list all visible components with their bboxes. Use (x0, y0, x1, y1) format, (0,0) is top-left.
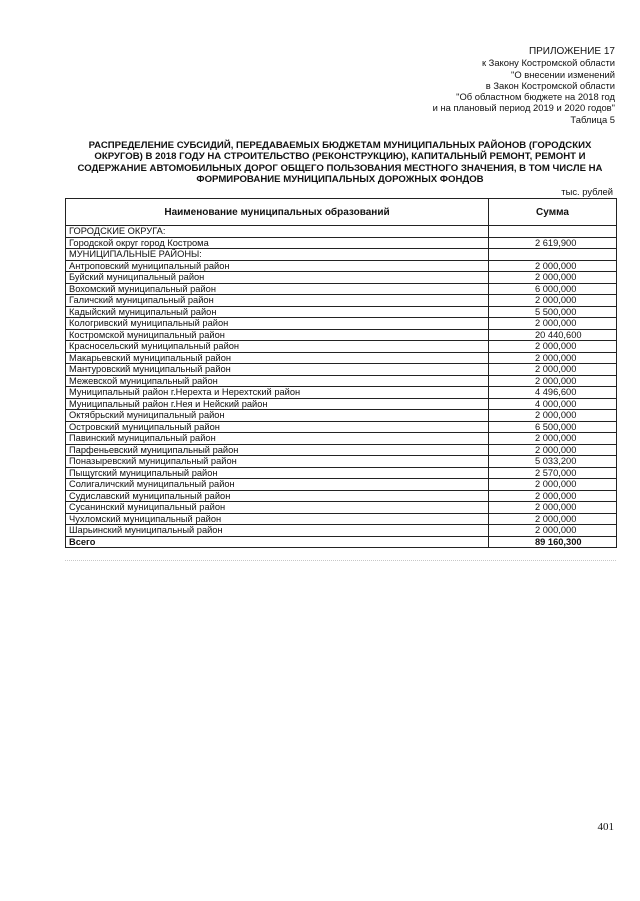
subsidy-amount: 2 570,000 (489, 467, 617, 479)
table-row (66, 272, 617, 284)
table-header-row (66, 199, 617, 226)
table-row (66, 513, 617, 525)
municipality-name: Сусанинский муниципальный район (66, 502, 489, 514)
subsidy-amount: 2 000,000 (489, 295, 617, 307)
appendix-law-line: и на плановый период 2019 и 2020 годов" (432, 102, 615, 114)
municipality-name: ГОРОДСКИЕ ОКРУГА: (66, 226, 489, 238)
municipality-name: Поназыревский муниципальный район (66, 456, 489, 468)
municipality-name: Чухломский муниципальный район (66, 513, 489, 525)
municipality-name: Шарьинский муниципальный район (66, 525, 489, 537)
table-row (66, 410, 617, 422)
subsidy-amount: 2 000,000 (489, 433, 617, 445)
table-row (66, 237, 617, 249)
table-row (66, 364, 617, 376)
title-line: ОКРУГОВ) В 2018 ГОДУ НА СТРОИТЕЛЬСТВО (РЕКОНСТРУКЦИЮ), КАПИТАЛЬНЫЙ РЕМОНТ, РЕМОНТ И (94, 151, 586, 163)
table-row (66, 398, 617, 410)
subsidy-amount: 6 500,000 (489, 421, 617, 433)
table-section-row (66, 249, 617, 261)
title-line: СОДЕРЖАНИЕ АВТОМОБИЛЬНЫХ ДОРОГ ОБЩЕГО ПОЛЬЗОВАНИЯ МЕСТНОГО ЗНАЧЕНИЯ, В ТОМ ЧИСЛЕ НА (77, 162, 603, 174)
column-header-name: Наименование муниципальных образований (66, 199, 489, 226)
table-row (66, 479, 617, 491)
municipality-name: Буйский муниципальный район (66, 272, 489, 284)
municipality-name: Мантуровский муниципальный район (66, 364, 489, 376)
table-row (66, 306, 617, 318)
municipality-name: Межевской муниципальный район (66, 375, 489, 387)
subsidy-amount (489, 249, 617, 261)
appendix-law-line: к Закону Костромской области (481, 57, 615, 69)
footer-divider (65, 560, 616, 561)
subsidy-amount: 2 000,000 (489, 513, 617, 525)
subsidy-amount: 20 440,600 (489, 329, 617, 341)
municipality-name: Красносельский муниципальный район (66, 341, 489, 353)
table-row (66, 329, 617, 341)
appendix-header (433, 46, 615, 125)
municipality-name: Галичский муниципальный район (66, 295, 489, 307)
subsidy-amount: 2 000,000 (489, 490, 617, 502)
table-total-row (66, 536, 617, 548)
municipality-name: Антроповский муниципальный район (66, 260, 489, 272)
municipality-name: Павинский муниципальный район (66, 433, 489, 445)
subsidy-amount: 6 000,000 (489, 283, 617, 295)
subsidy-amount: 4 000,000 (489, 398, 617, 410)
municipality-name: Кадыйский муниципальный район (66, 306, 489, 318)
title-line: РАСПРЕДЕЛЕНИЕ СУБСИДИЙ, ПЕРЕДАВАЕМЫХ БЮДЖЕТАМ МУНИЦИПАЛЬНЫХ РАЙОНОВ (ГОРОДСКИХ (88, 140, 592, 151)
subsidy-amount: 5 500,000 (489, 306, 617, 318)
municipality-name: Муниципальный район г.Нерехта и Нерехтский район (66, 387, 489, 399)
table-section-row (66, 226, 617, 238)
units-label: тыс. рублей (561, 186, 613, 197)
subsidy-amount: 2 000,000 (489, 410, 617, 422)
subsidy-amount: 2 000,000 (489, 444, 617, 456)
table-row (66, 525, 617, 537)
municipality-name: Макарьевский муниципальный район (66, 352, 489, 364)
subsidy-amount: 2 619,900 (489, 237, 617, 249)
table-body (66, 226, 617, 548)
subsidy-amount: 2 000,000 (489, 375, 617, 387)
title-line: ФОРМИРОВАНИЕ МУНИЦИПАЛЬНЫХ ДОРОЖНЫХ ФОНДОВ (196, 174, 484, 186)
municipality-name: Судиславский муниципальный район (66, 490, 489, 502)
table-number: Таблица 5 (570, 113, 615, 125)
municipality-name: Вохомский муниципальный район (66, 283, 489, 295)
subsidy-amount: 2 000,000 (489, 260, 617, 272)
table-row (66, 341, 617, 353)
document-title (64, 140, 616, 186)
municipality-name: Парфеньевский муниципальный район (66, 444, 489, 456)
subsidy-amount: 2 000,000 (489, 502, 617, 514)
subsidy-amount: 2 000,000 (489, 364, 617, 376)
table-row (66, 283, 617, 295)
table-row (66, 456, 617, 468)
municipality-name: Октябрьский муниципальный район (66, 410, 489, 422)
table-row (66, 467, 617, 479)
subsidy-table (65, 198, 617, 548)
total-label: Всего (66, 536, 489, 548)
subsidy-amount: 2 000,000 (489, 272, 617, 284)
municipality-name: МУНИЦИПАЛЬНЫЕ РАЙОНЫ: (66, 249, 489, 261)
appendix-law-line: "Об областном бюджете на 2018 год (456, 91, 615, 103)
table-row (66, 421, 617, 433)
total-amount: 89 160,300 (489, 536, 617, 548)
subsidy-amount (489, 226, 617, 238)
subsidy-amount: 2 000,000 (489, 318, 617, 330)
table-row (66, 444, 617, 456)
municipality-name: Островский муниципальный район (66, 421, 489, 433)
table-row (66, 352, 617, 364)
subsidy-amount: 2 000,000 (489, 352, 617, 364)
appendix-number: ПРИЛОЖЕНИЕ 17 (528, 46, 615, 57)
subsidy-amount: 2 000,000 (489, 341, 617, 353)
page-number: 401 (597, 821, 614, 833)
table-row (66, 433, 617, 445)
table-row (66, 260, 617, 272)
subsidy-amount: 4 496,600 (489, 387, 617, 399)
table-row (66, 490, 617, 502)
column-header-sum: Сумма (489, 199, 617, 226)
table-row (66, 375, 617, 387)
table-row (66, 502, 617, 514)
appendix-law-line: "О внесении изменений (511, 68, 615, 80)
municipality-name: Городской округ город Кострома (66, 237, 489, 249)
municipality-name: Солигаличский муниципальный район (66, 479, 489, 491)
appendix-law-line: в Закон Костромской области (485, 79, 615, 91)
municipality-name: Кологривский муниципальный район (66, 318, 489, 330)
municipality-name: Пыщугский муниципальный район (66, 467, 489, 479)
subsidy-amount: 2 000,000 (489, 525, 617, 537)
table-row (66, 295, 617, 307)
table-row (66, 387, 617, 399)
municipality-name: Костромской муниципальный район (66, 329, 489, 341)
municipality-name: Муниципальный район г.Нея и Нейский район (66, 398, 489, 410)
subsidy-amount: 5 033,200 (489, 456, 617, 468)
subsidy-amount: 2 000,000 (489, 479, 617, 491)
table-row (66, 318, 617, 330)
